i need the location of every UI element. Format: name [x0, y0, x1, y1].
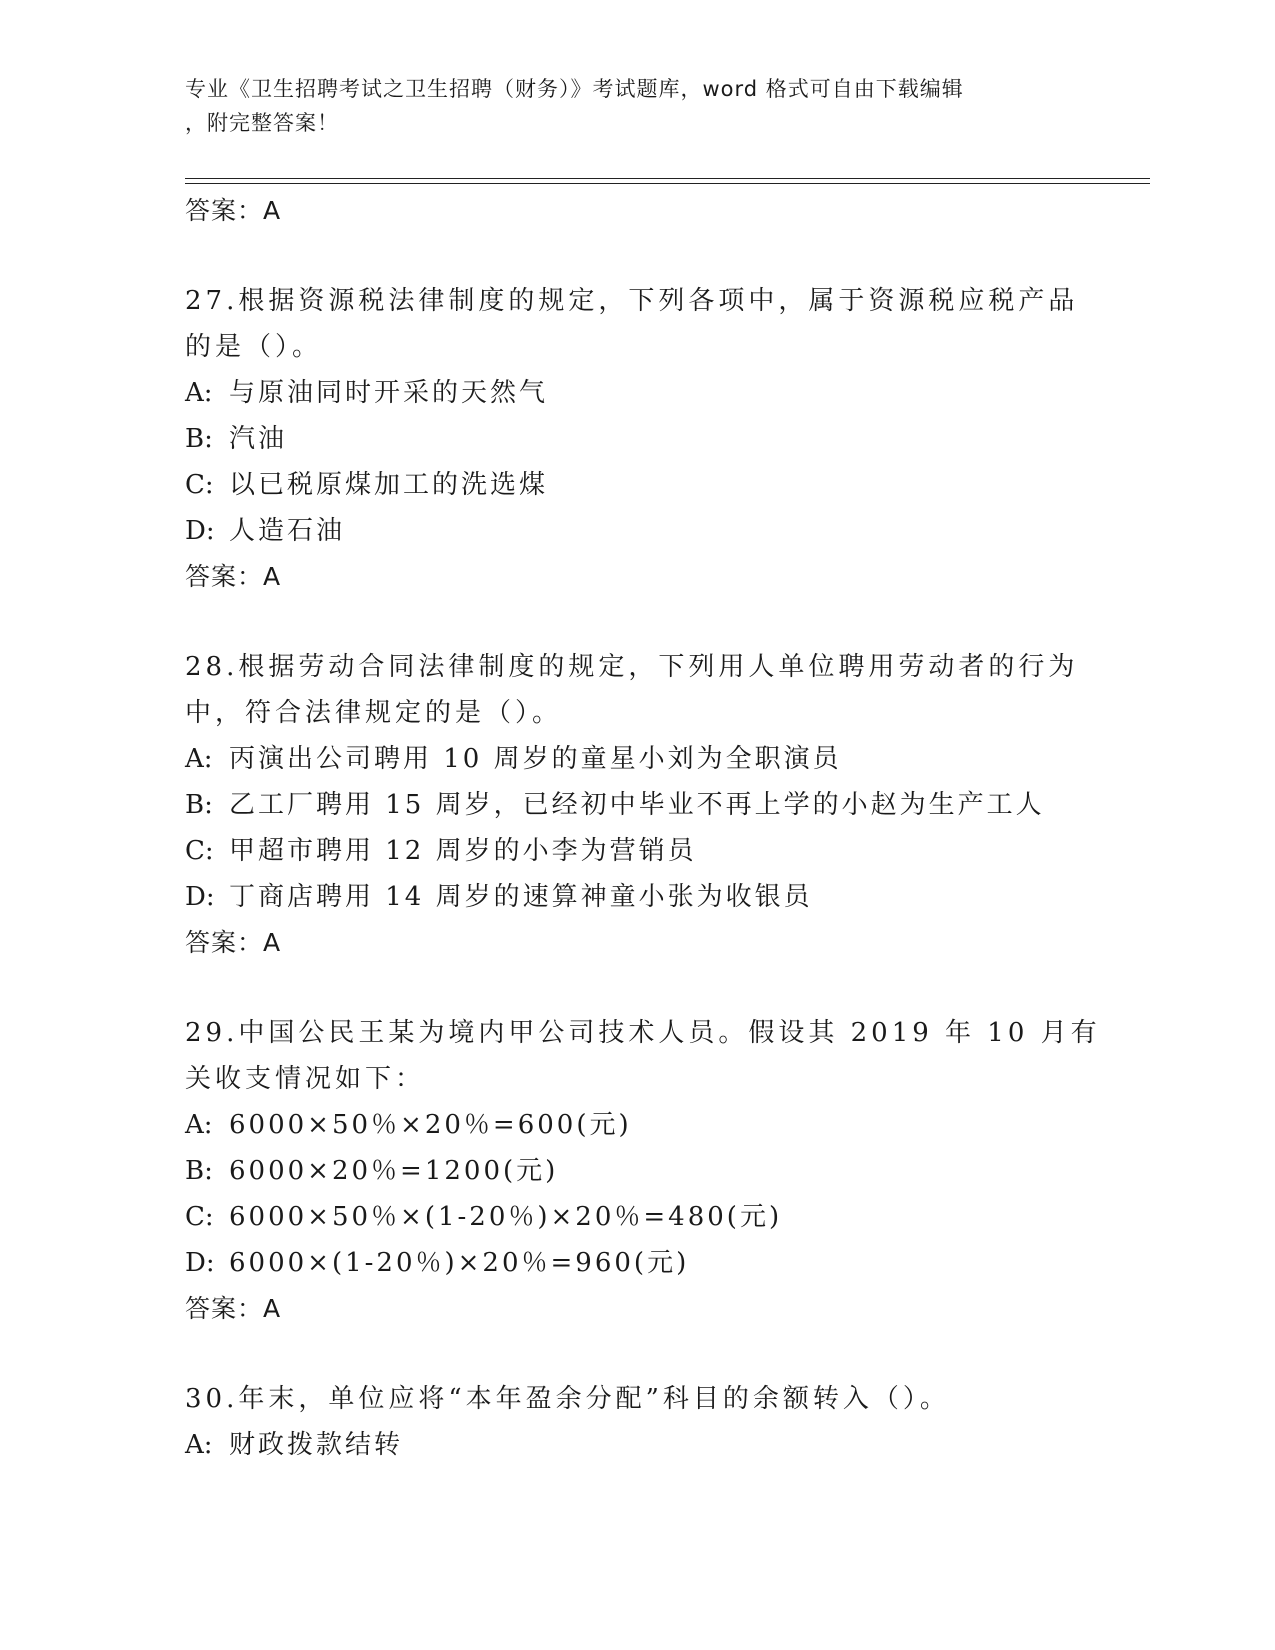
answer-line: 答案：A [185, 196, 282, 225]
option-letter: C: [185, 470, 214, 500]
option-text: 以已税原煤加工的洗选煤 [229, 470, 549, 500]
option-letter: A: [185, 1430, 213, 1460]
option-text: 人造石油 [229, 516, 346, 546]
answer-line: 答案：A [185, 562, 282, 591]
header-divider-bottom [185, 183, 1150, 184]
option-letter: B: [185, 424, 213, 454]
option-letter: D: [185, 1248, 215, 1278]
option-c [185, 828, 1105, 874]
option-b [185, 1148, 1105, 1194]
answer-line: 答案：A [185, 1294, 282, 1323]
question-28 [185, 644, 1105, 966]
question-29 [185, 1010, 1105, 1332]
option-d [185, 874, 1105, 920]
answer-line: 答案：A [185, 928, 282, 957]
option-text: 6000×20％=1200(元) [229, 1156, 559, 1186]
option-b [185, 416, 1105, 462]
question-text: 29.中国公民王某为境内甲公司技术人员。假设其 2019 年 10 月有关收支情况如下： [185, 1018, 1101, 1094]
option-letter: A: [185, 378, 213, 408]
option-text: 乙工厂聘用 15 周岁，已经初中毕业不再上学的小赵为生产工人 [229, 790, 1045, 820]
option-text: 6000×(1-20％)×20％=960(元) [229, 1248, 690, 1278]
option-letter: B: [185, 1156, 213, 1186]
option-text: 与原油同时开采的天然气 [229, 378, 549, 408]
option-a [185, 1102, 1105, 1148]
option-d [185, 508, 1105, 554]
document-body [185, 188, 1105, 1468]
header-line-1: 专业《卫生招聘考试之卫生招聘（财务）》考试题库，word 格式可自由下载编辑 [185, 77, 964, 101]
header-line-2: ，附完整答案！ [185, 111, 339, 135]
document-header [185, 72, 1085, 140]
option-letter: D: [185, 882, 215, 912]
option-letter: A: [185, 1110, 213, 1140]
option-letter: C: [185, 1202, 214, 1232]
option-d [185, 1240, 1105, 1286]
option-a [185, 1422, 1105, 1468]
option-a [185, 370, 1105, 416]
question-30 [185, 1376, 1105, 1468]
question-text: 28.根据劳动合同法律制度的规定，下列用人单位聘用劳动者的行为中，符合法律规定的是（）。 [185, 652, 1079, 728]
option-text: 丁商店聘用 14 周岁的速算神童小张为收银员 [229, 882, 813, 912]
header-divider-top [185, 178, 1150, 179]
option-c [185, 1194, 1105, 1240]
option-letter: D: [185, 516, 215, 546]
option-text: 6000×50％×20％=600(元) [229, 1110, 632, 1140]
question-text: 30.年末，单位应将“本年盈余分配”科目的余额转入（）。 [185, 1384, 950, 1414]
option-text: 汽油 [229, 424, 288, 454]
option-text: 财政拨款结转 [229, 1430, 404, 1460]
question-27 [185, 278, 1105, 600]
question-text: 27.根据资源税法律制度的规定，下列各项中，属于资源税应税产品的是（）。 [185, 286, 1079, 362]
option-letter: C: [185, 836, 214, 866]
option-text: 甲超市聘用 12 周岁的小李为营销员 [229, 836, 697, 866]
option-c [185, 462, 1105, 508]
option-text: 6000×50％×(1-20％)×20％=480(元) [229, 1202, 783, 1232]
option-letter: B: [185, 790, 213, 820]
option-b [185, 782, 1105, 828]
option-letter: A: [185, 744, 213, 774]
option-text: 丙演出公司聘用 10 周岁的童星小刘为全职演员 [229, 744, 842, 774]
option-a [185, 736, 1105, 782]
